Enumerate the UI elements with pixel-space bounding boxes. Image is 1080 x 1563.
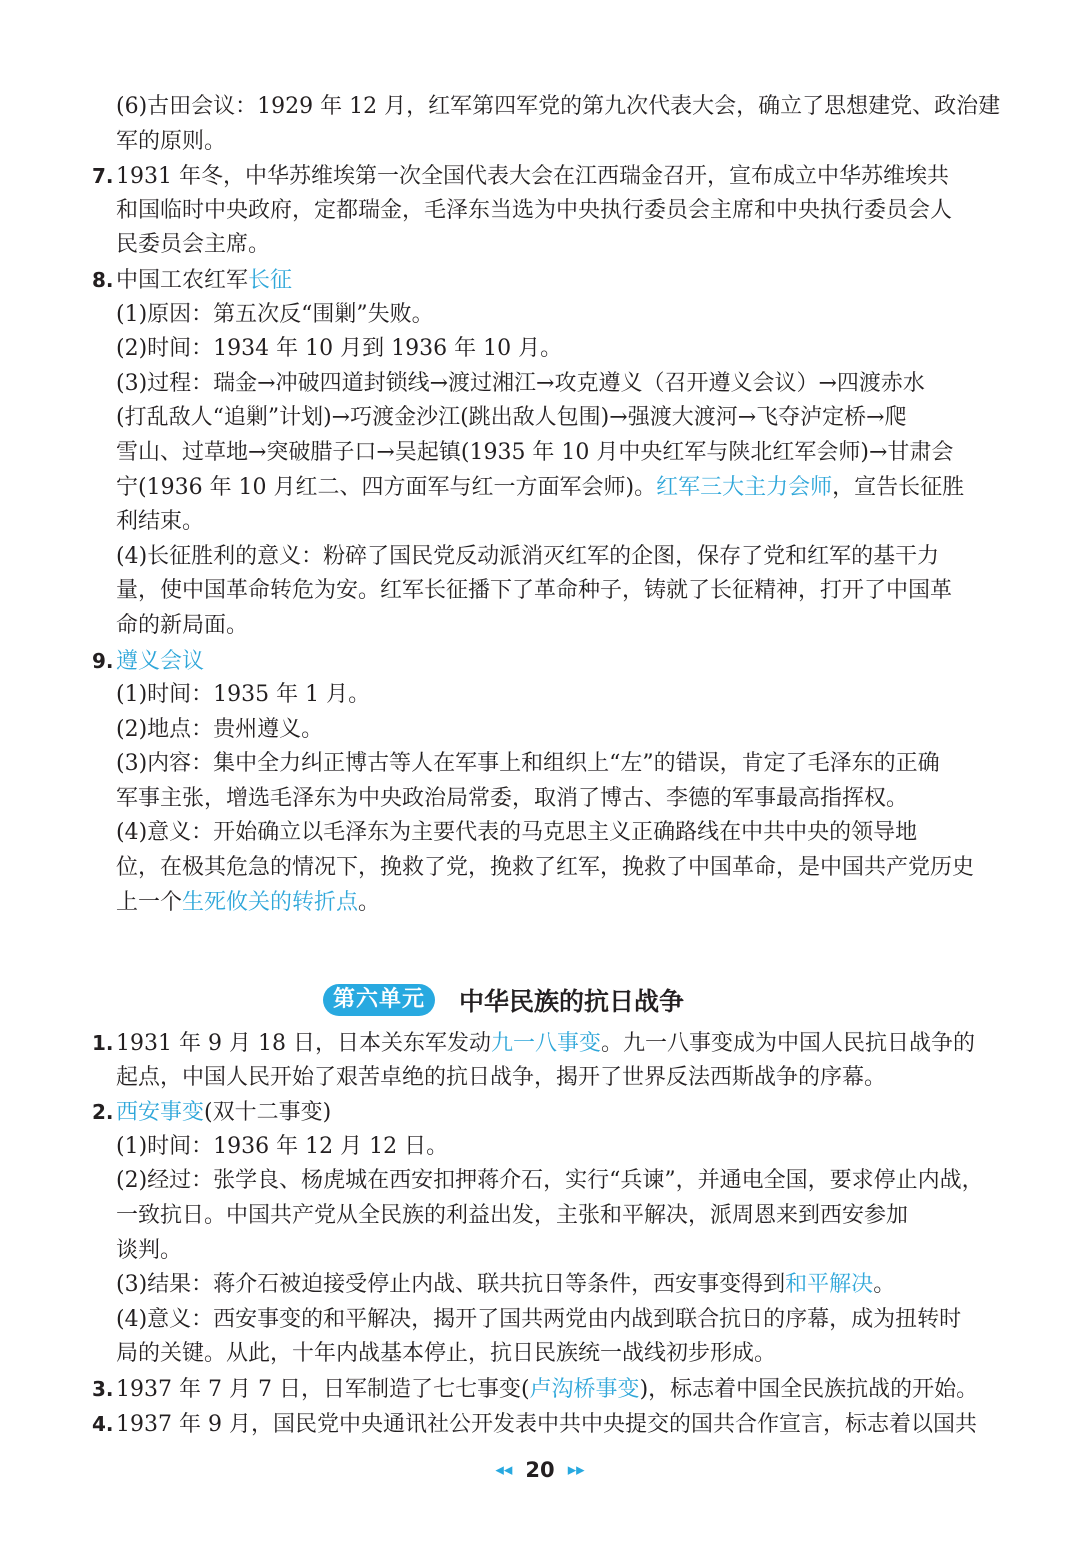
item-number: 8. — [92, 267, 114, 292]
text-line — [92, 747, 960, 782]
line-text: 军事主张，增选毛泽东为中央政治局常委，取消了博古、李德的军事最高指挥权。 — [116, 785, 909, 811]
line-text: 军的原则。 — [116, 128, 227, 154]
line-text: (4)意义：西安事变的和平解决，揭开了国共两党由内战到联合抗日的序幕，成为扭转时 — [116, 1306, 962, 1332]
unit-heading — [323, 982, 763, 1018]
text-line — [92, 332, 960, 367]
text-line — [92, 1337, 960, 1372]
text-line — [92, 713, 960, 748]
unit-badge: 第六单元 — [323, 984, 435, 1016]
line-text: )，标志着中国全民族抗战的开始。 — [639, 1376, 979, 1402]
line-text: 宁(1936 年 10 月红二、四方面军与红一方面军会师)。 — [116, 474, 657, 500]
line-text: (1)原因：第五次反“围剿”失败。 — [116, 301, 434, 327]
text-line — [92, 1268, 960, 1303]
highlighted-term: 西安事变 — [116, 1100, 205, 1126]
text-line — [92, 1234, 960, 1269]
text-line — [92, 540, 960, 575]
text-line — [92, 886, 960, 921]
text-line — [92, 228, 960, 263]
text-line — [92, 367, 960, 402]
line-text: 利结束。 — [116, 509, 205, 535]
line-text: 。 — [358, 889, 381, 915]
item-number: 9. — [92, 648, 114, 673]
numbered-item-line — [92, 1407, 977, 1442]
text-line — [92, 505, 960, 540]
line-text: 。 — [873, 1272, 896, 1298]
highlighted-term: 红军三大主力会师 — [656, 474, 833, 500]
numbered-item-line — [92, 1372, 979, 1407]
line-text: 起点，中国人民开始了艰苦卓绝的抗日战争，揭开了世界反法西斯战争的序幕。 — [116, 1064, 887, 1090]
line-text: (2)经过：张学良、杨虎城在西安扣押蒋介石，实行“兵谏”，并通电全国，要求停止内战， — [116, 1168, 984, 1194]
line-text: 1937 年 9 月，国民党中央通讯社公开发表中共中央提交的国共合作宣言，标志着以国共 — [116, 1411, 977, 1437]
line-text: (4)意义：开始确立以毛泽东为主要代表的马克思主义正确路线在中共中央的领导地 — [116, 820, 918, 846]
line-text: 命的新局面。 — [116, 612, 249, 638]
line-text: (6)古田会议：1929 年 12 月，红军第四军党的第九次代表大会，确立了思想建党、政治建 — [116, 94, 1001, 119]
numbered-item-line — [92, 263, 960, 298]
line-text: 谈判。 — [116, 1237, 183, 1263]
double-left-arrow-icon: ◀◀ — [495, 1463, 513, 1477]
text-line — [92, 436, 960, 471]
text-line — [92, 90, 1001, 125]
line-text: (1)时间：1935 年 1 月。 — [116, 682, 371, 708]
highlighted-term: 和平解决 — [785, 1272, 874, 1298]
text-line — [92, 471, 965, 506]
text-line — [92, 1061, 960, 1096]
double-right-arrow-icon: ▶▶ — [567, 1463, 585, 1477]
text-line — [92, 401, 960, 436]
text-line — [92, 574, 960, 609]
text-line — [92, 782, 960, 817]
section-unit6-notes — [92, 1026, 984, 1441]
line-text: (1)时间：1936 年 12 月 12 日。 — [116, 1133, 449, 1159]
text-line — [92, 1164, 984, 1199]
line-text: (双十二事变) — [204, 1100, 332, 1126]
line-text: 中国工农红军 — [116, 267, 249, 293]
line-text: 。九一八事变成为中国人民抗日战争的 — [600, 1031, 975, 1056]
numbered-item-line — [92, 644, 960, 679]
item-number: 4. — [92, 1411, 114, 1436]
item-number: 7. — [92, 164, 114, 189]
line-text: (3)结果：蒋介石被迫接受停止内战、联共抗日等条件，西安事变得到 — [116, 1272, 786, 1298]
line-text: 量，使中国革命转危为安。红军长征播下了革命种子，铸就了长征精神，打开了中国革 — [116, 578, 953, 604]
item-number: 1. — [92, 1031, 114, 1055]
highlighted-term: 卢沟桥事变 — [529, 1376, 640, 1402]
line-text: (打乱敌人“追剿”计划)→巧渡金沙江(跳出敌人包围)→强渡大渡河→飞夺泸定桥→爬 — [116, 405, 907, 431]
highlighted-term: 九一八事变 — [490, 1031, 601, 1056]
line-text: 1937 年 7 月 7 日，日军制造了七七事变( — [116, 1376, 530, 1402]
text-line — [92, 851, 975, 886]
line-text: 一致抗日。中国共产党从全民族的利益出发，主张和平解决，派周恩来到西安参加 — [116, 1202, 909, 1228]
line-text: (3)内容：集中全力纠正博古等人在军事上和组织上“左”的错误，肯定了毛泽东的正确 — [116, 751, 940, 777]
text-line — [92, 125, 960, 160]
line-text: (2)地点：贵州遵义。 — [116, 716, 324, 742]
text-line — [92, 678, 960, 713]
line-text: (4)长征胜利的意义：粉碎了国民党反动派消灭红军的企图，保存了党和红军的基干力 — [116, 543, 940, 569]
line-text: 民委员会主席。 — [116, 232, 271, 258]
text-line — [92, 816, 960, 851]
line-text: 雪山、过草地→突破腊子口→吴起镇(1935 年 10 月中央红军与陕北红军会师)→甘肃会 — [116, 439, 954, 465]
text-line — [92, 194, 960, 229]
line-text: 上一个 — [116, 889, 183, 915]
line-text: 1931 年冬，中华苏维埃第一次全国代表大会在江西瑞金召开，宣布成立中华苏维埃共 — [116, 164, 949, 190]
page-footer — [0, 1458, 1080, 1482]
numbered-item-line — [92, 1095, 960, 1130]
line-text: (2)时间：1934 年 10 月到 1936 年 10 月。 — [116, 336, 563, 362]
line-text: ，宣告长征胜 — [832, 474, 965, 500]
text-line — [92, 609, 960, 644]
numbered-item-line — [92, 1026, 975, 1061]
line-text: 位，在极其危急的情况下，挽救了党，挽救了红军，挽救了中国革命，是中国共产党历史 — [116, 855, 975, 881]
highlighted-term: 长征 — [248, 267, 293, 293]
text-line — [92, 1130, 960, 1165]
line-text: 1931 年 9 月 18 日，日本关东军发动 — [116, 1031, 491, 1056]
line-text: 和国临时中央政府，定都瑞金，毛泽东当选为中央执行委员会主席和中央执行委员会人 — [116, 197, 953, 223]
text-line — [92, 298, 960, 333]
line-text: (3)过程：瑞金→冲破四道封锁线→渡过湘江→攻克遵义（召开遵义会议）→四渡赤水 — [116, 370, 925, 396]
section-unit5-notes — [92, 90, 1001, 920]
text-line — [92, 1303, 960, 1338]
highlighted-term: 遵义会议 — [116, 648, 205, 674]
line-text: 局的关键。从此，十年内战基本停止，抗日民族统一战线初步形成。 — [116, 1341, 777, 1367]
text-line — [92, 1199, 960, 1234]
numbered-item-line — [92, 159, 960, 194]
highlighted-term: 生死攸关的转折点 — [182, 889, 359, 915]
item-number: 2. — [92, 1100, 114, 1125]
unit-title: 中华民族的抗日战争 — [459, 987, 685, 1016]
item-number: 3. — [92, 1376, 114, 1401]
page-number: 20 — [525, 1458, 555, 1482]
